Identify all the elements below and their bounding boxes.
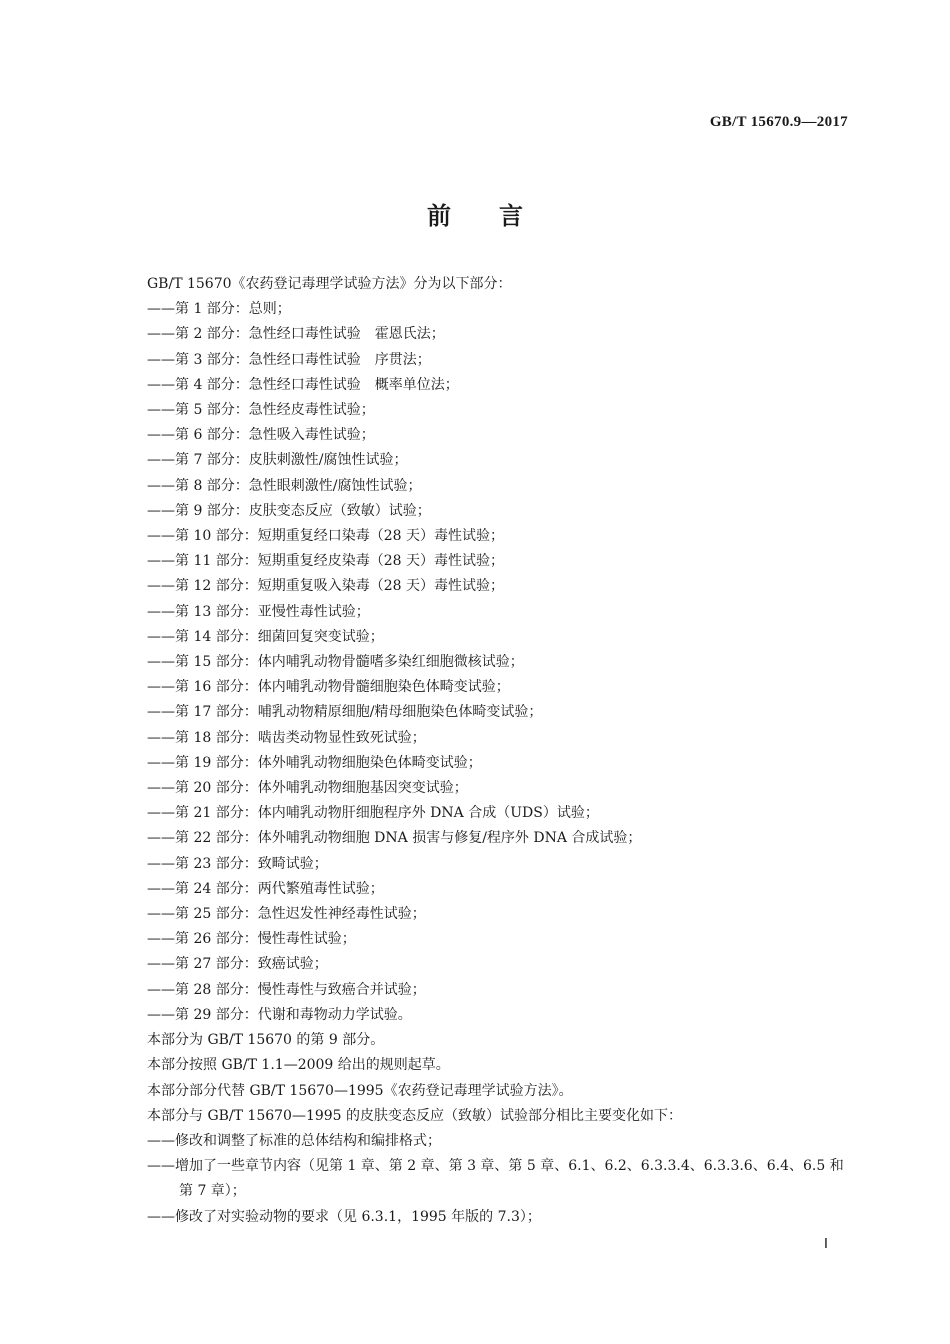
change-item: ——修改和调整了标准的总体结构和编排格式； <box>147 1132 441 1149</box>
list-item: ——第 8 部分：急性眼刺激性/腐蚀性试验； <box>147 477 422 494</box>
page-title: 前言 <box>427 202 571 230</box>
list-item: ——第 12 部分：短期重复吸入染毒（28 天）毒性试验； <box>147 578 504 595</box>
list-item: ——第 19 部分：体外哺乳动物细胞染色体畸变试验； <box>147 754 482 771</box>
changes-list <box>147 1129 852 1230</box>
list-item: ——第 25 部分：急性迟发性神经毒性试验； <box>147 906 426 923</box>
page-number: Ⅰ <box>823 1237 828 1252</box>
intro-paragraph: GB/T 15670《农药登记毒理学试验方法》分为以下部分： <box>147 276 512 292</box>
list-item: ——第 29 部分：代谢和毒物动力学试验。 <box>147 1006 412 1023</box>
list-item: ——第 26 部分：慢性毒性试验； <box>147 931 356 948</box>
change-item: ——修改了对实验动物的要求（见 6.3.1，1995 年版的 7.3）； <box>147 1208 541 1225</box>
list-item: ——第 2 部分：急性经口毒性试验 霍恩氏法； <box>147 326 445 343</box>
list-item: ——第 11 部分：短期重复经皮染毒（28 天）毒性试验； <box>147 553 504 570</box>
document-body <box>147 272 852 1230</box>
parts-list <box>147 297 852 1028</box>
list-item: ——第 18 部分：啮齿类动物显性致死试验； <box>147 729 426 746</box>
change-item <box>147 1154 852 1204</box>
list-item: ——第 16 部分：体内哺乳动物骨髓细胞染色体畸变试验； <box>147 679 510 696</box>
list-item: ——第 22 部分：体外哺乳动物细胞 DNA 损害与修复/程序外 DNA 合成试验； <box>147 830 642 847</box>
list-item: ——第 7 部分：皮肤刺激性/腐蚀性试验； <box>147 452 408 469</box>
list-item: ——第 23 部分：致畸试验； <box>147 855 328 872</box>
list-item: ——第 10 部分：短期重复经口染毒（28 天）毒性试验； <box>147 528 504 545</box>
list-item: ——第 4 部分：急性经口毒性试验 概率单位法； <box>147 376 459 393</box>
statement-paragraph: 本部分部分代替 GB/T 15670—1995《农药登记毒理学试验方法》。 <box>147 1082 573 1099</box>
change-item-continuation: 第 7 章）； <box>179 1183 246 1200</box>
statement-paragraph: 本部分与 GB/T 15670—1995 的皮肤变态反应（致敏）试验部分相比主要变化如下： <box>147 1107 683 1124</box>
list-item: ——第 3 部分：急性经口毒性试验 序贯法； <box>147 351 431 368</box>
list-item: ——第 21 部分：体内哺乳动物肝细胞程序外 DNA 合成（UDS）试验； <box>147 805 599 822</box>
list-item: ——第 14 部分：细菌回复突变试验； <box>147 628 384 645</box>
list-item: ——第 24 部分：两代繁殖毒性试验； <box>147 880 384 897</box>
statement-paragraph: 本部分为 GB/T 15670 的第 9 部分。 <box>147 1032 385 1049</box>
list-item: ——第 20 部分：体外哺乳动物细胞基因突变试验； <box>147 780 468 797</box>
list-item: ——第 27 部分：致癌试验； <box>147 956 328 973</box>
list-item: ——第 28 部分：慢性毒性与致癌合并试验； <box>147 981 426 998</box>
list-item: ——第 6 部分：急性吸入毒性试验； <box>147 427 375 444</box>
list-item: ——第 13 部分：亚慢性毒性试验； <box>147 603 370 620</box>
list-item: ——第 15 部分：体内哺乳动物骨髓嗜多染红细胞微核试验； <box>147 654 524 671</box>
standard-number: GB/T 15670.9—2017 <box>709 114 848 130</box>
change-item-line: ——增加了一些章节内容（见第 1 章、第 2 章、第 3 章、第 5 章、6.1、6.2、6.3.3.4、6.3.3.6、6.4、6.5 和 <box>147 1158 844 1175</box>
list-item: ——第 9 部分：皮肤变态反应（致敏）试验； <box>147 502 431 519</box>
list-item: ——第 5 部分：急性经皮毒性试验； <box>147 402 375 419</box>
list-item: ——第 1 部分：总则； <box>147 301 291 318</box>
list-item: ——第 17 部分：哺乳动物精原细胞/精母细胞染色体畸变试验； <box>147 704 543 721</box>
statement-paragraph: 本部分按照 GB/T 1.1—2009 给出的规则起草。 <box>147 1057 450 1074</box>
